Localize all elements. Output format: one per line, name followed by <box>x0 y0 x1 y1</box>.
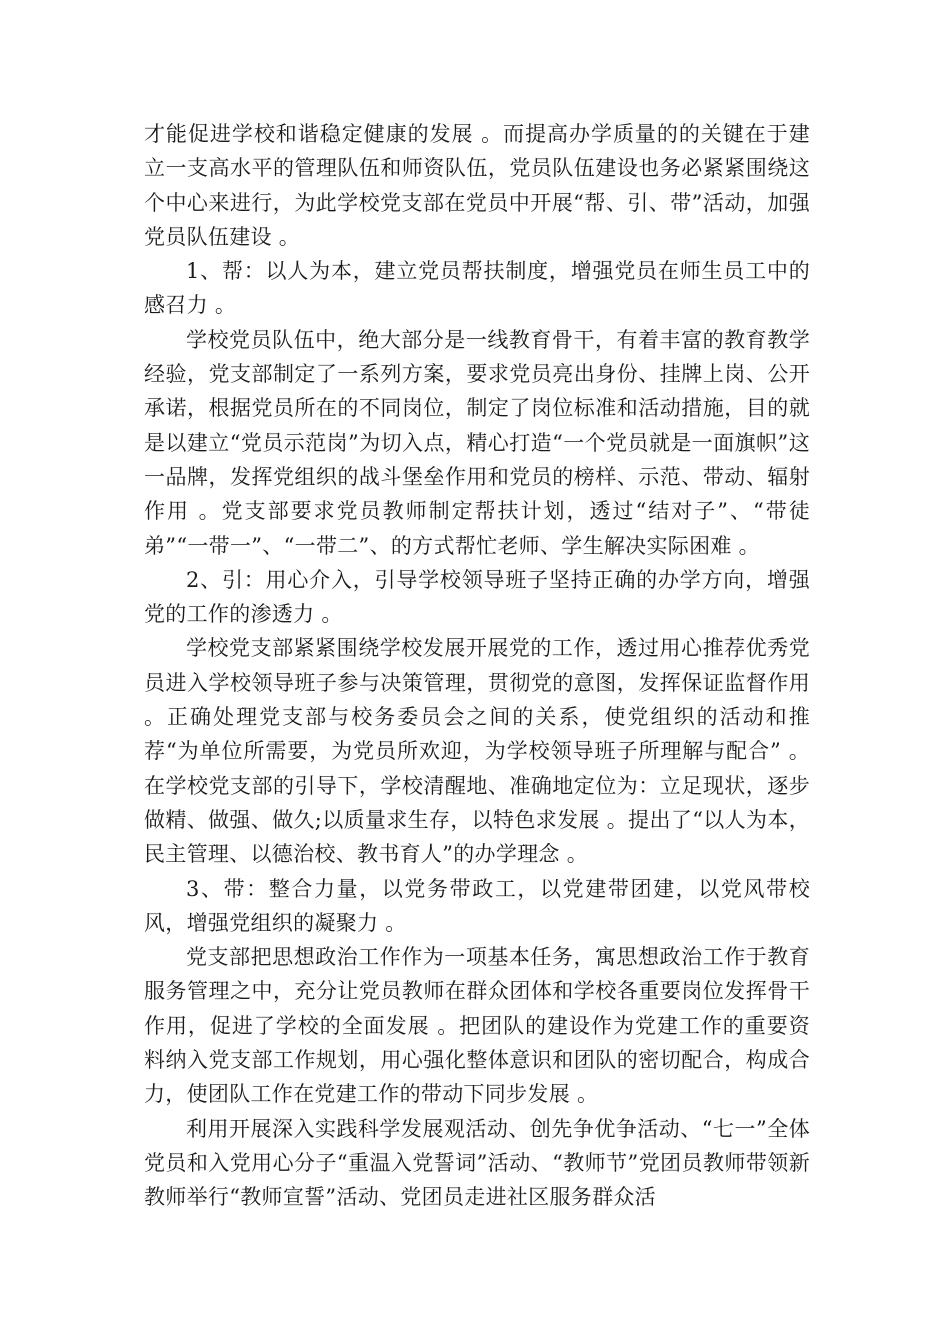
paragraph-4-heading-yin: 2、引：用心介入，引导学校领导班子坚持正确的办学方向，增强党的工作的渗透力 。 <box>144 567 810 627</box>
paragraph-2-heading-bang: 1、帮：以人为本，建立党员帮扶制度，增强党员在师生员工中的感召力 。 <box>144 259 810 318</box>
paragraph-8: 利用开展深入实践科学发展观活动、创先争优争活动、“七一”全体党员和入党用心分子“重温入党誓词”活动、“教师节”党团员教师带领新教师举行“教师宣誓”活动、党团员走进社区服务群众活 <box>144 1116 810 1210</box>
paragraph-6-heading-dai: 3、带：整合力量，以党务带政工，以党建带团建，以党风带校风，增强党组织的凝聚力 。 <box>144 876 810 935</box>
paragraph-5: 学校党支部紧紧围绕学校发展开展党的工作，透过用心推荐优秀党员进入学校领导班子参与决策管理，贯彻党的意图，发挥保证监督作用 。正确处理党支部与校务委员会之间的关系，使党组织的活动和推荐“为单位所需要，为党员所欢迎，为学校领导班子所理解与配合” 。在学校党支部的引导下，学校清醒地、准确地定位为：立足现状，逐步做精、做强、做久;以质量求生存，以特色求发展 。提出了“以人为本，民主管理、以德治校、教书育人”的办学理念 。 <box>144 636 810 867</box>
document-body <box>144 117 810 1215</box>
paragraph-1: 才能促进学校和谐稳定健康的发展 。而提高办学质量的的关键在于建立一支高水平的管理队伍和师资队伍，党员队伍建设也务必紧紧围绕这个中心来进行，为此学校党支部在党员中开展“帮、引、带”活动，加强党员队伍建设 。 <box>144 122 810 249</box>
paragraph-3: 学校党员队伍中，绝大部分是一线教育骨干，有着丰富的教育教学经验，党支部制定了一系列方案，要求党员亮出身份、挂牌上岗、公开承诺，根据党员所在的不同岗位，制定了岗位标准和活动措施，目的就是以建立“党员示范岗”为切入点，精心打造“一个党员就是一面旗帜”这一品牌，发挥党组织的战斗堡垒作用和党员的榜样、示范、带动、辐射作用 。党支部要求党员教师制定帮扶计划，透过“结对子”、“带徒弟”“一带一”、“一带二”、的方式帮忙老师、学生解决实际困难 。 <box>144 327 810 558</box>
paragraph-7: 党支部把思想政治工作作为一项基本任务，寓思想政治工作于教育服务管理之中，充分让党员教师在群众团体和学校各重要岗位发挥骨干作用，促进了学校的全面发展 。把团队的建设作为党建工作的重要资料纳入党支部工作规划，用心强化整体意识和团队的密切配合，构成合力，使团队工作在党建工作的带动下同步发展 。 <box>144 945 810 1107</box>
